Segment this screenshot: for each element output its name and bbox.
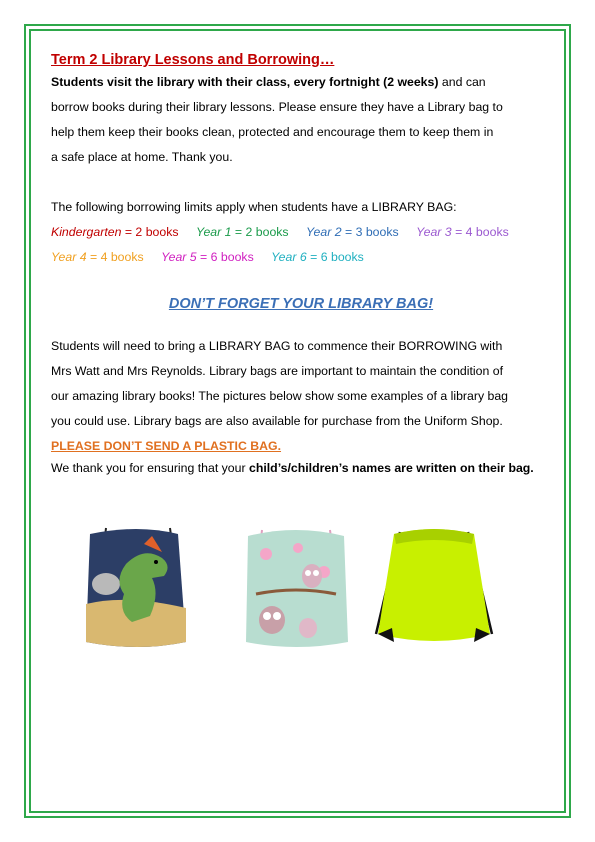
- limit-kindergarten: Kindergarten = 2 books: [51, 225, 179, 239]
- limit-year-5: Year 5 = 6 books: [161, 250, 254, 264]
- limit-year-1: Year 1 = 2 books: [195, 225, 289, 239]
- plastic-bag-warning: PLEASE DON’T SEND A PLASTIC BAG.: [51, 439, 282, 453]
- thanks-line: [51, 458, 551, 478]
- page-title: Term 2 Library Lessons and Borrowing…: [51, 52, 335, 68]
- body-line-4: you could use. Library bags are also available for purchase from the Uniform Shop.: [51, 414, 503, 428]
- intro-line-4: a safe place at home. Thank you.: [51, 150, 233, 164]
- plain-green-bag-icon: [364, 524, 504, 654]
- limits-row-1: [51, 220, 551, 245]
- dinosaur-bag-icon: [66, 524, 196, 654]
- limits-intro: The following borrowing limits apply when students have a LIBRARY BAG:: [51, 200, 457, 214]
- intro-rest: and can: [438, 75, 486, 89]
- thanks-start: We thank you for ensuring that your: [51, 461, 249, 475]
- limit-year-4: Year 4 = 4 books: [51, 250, 144, 264]
- limit-year-3: Year 3 = 4 books: [416, 225, 509, 239]
- intro-line-3: help them keep their books clean, protected and encourage them to keep them in: [51, 125, 494, 139]
- bag-examples: [66, 524, 526, 654]
- body-line-3: our amazing library books! The pictures below show some examples of a library bag: [51, 389, 509, 403]
- limit-year-6: Year 6 = 6 books: [271, 250, 364, 264]
- reminder-heading: DON’T FORGET YOUR LIBRARY BAG!: [168, 296, 434, 312]
- body-line-1: Students will need to bring a LIBRARY BAG to commence their BORROWING with: [51, 339, 503, 353]
- owl-bag-icon: [232, 524, 362, 654]
- intro-line-2: borrow books during their library lessons. Please ensure they have a Library bag to: [51, 100, 503, 114]
- intro-line-1: [51, 70, 551, 95]
- notice-content: [51, 50, 551, 478]
- limits-row-2: [51, 245, 551, 270]
- thanks-bold: child’s/children’s names are written on their bag.: [249, 461, 534, 475]
- intro-bold: Students visit the library with their class, every fortnight (2 weeks): [51, 75, 439, 89]
- limit-year-2: Year 2 = 3 books: [306, 225, 399, 239]
- body-line-2: Mrs Watt and Mrs Reynolds. Library bags are important to maintain the condition of: [51, 364, 504, 378]
